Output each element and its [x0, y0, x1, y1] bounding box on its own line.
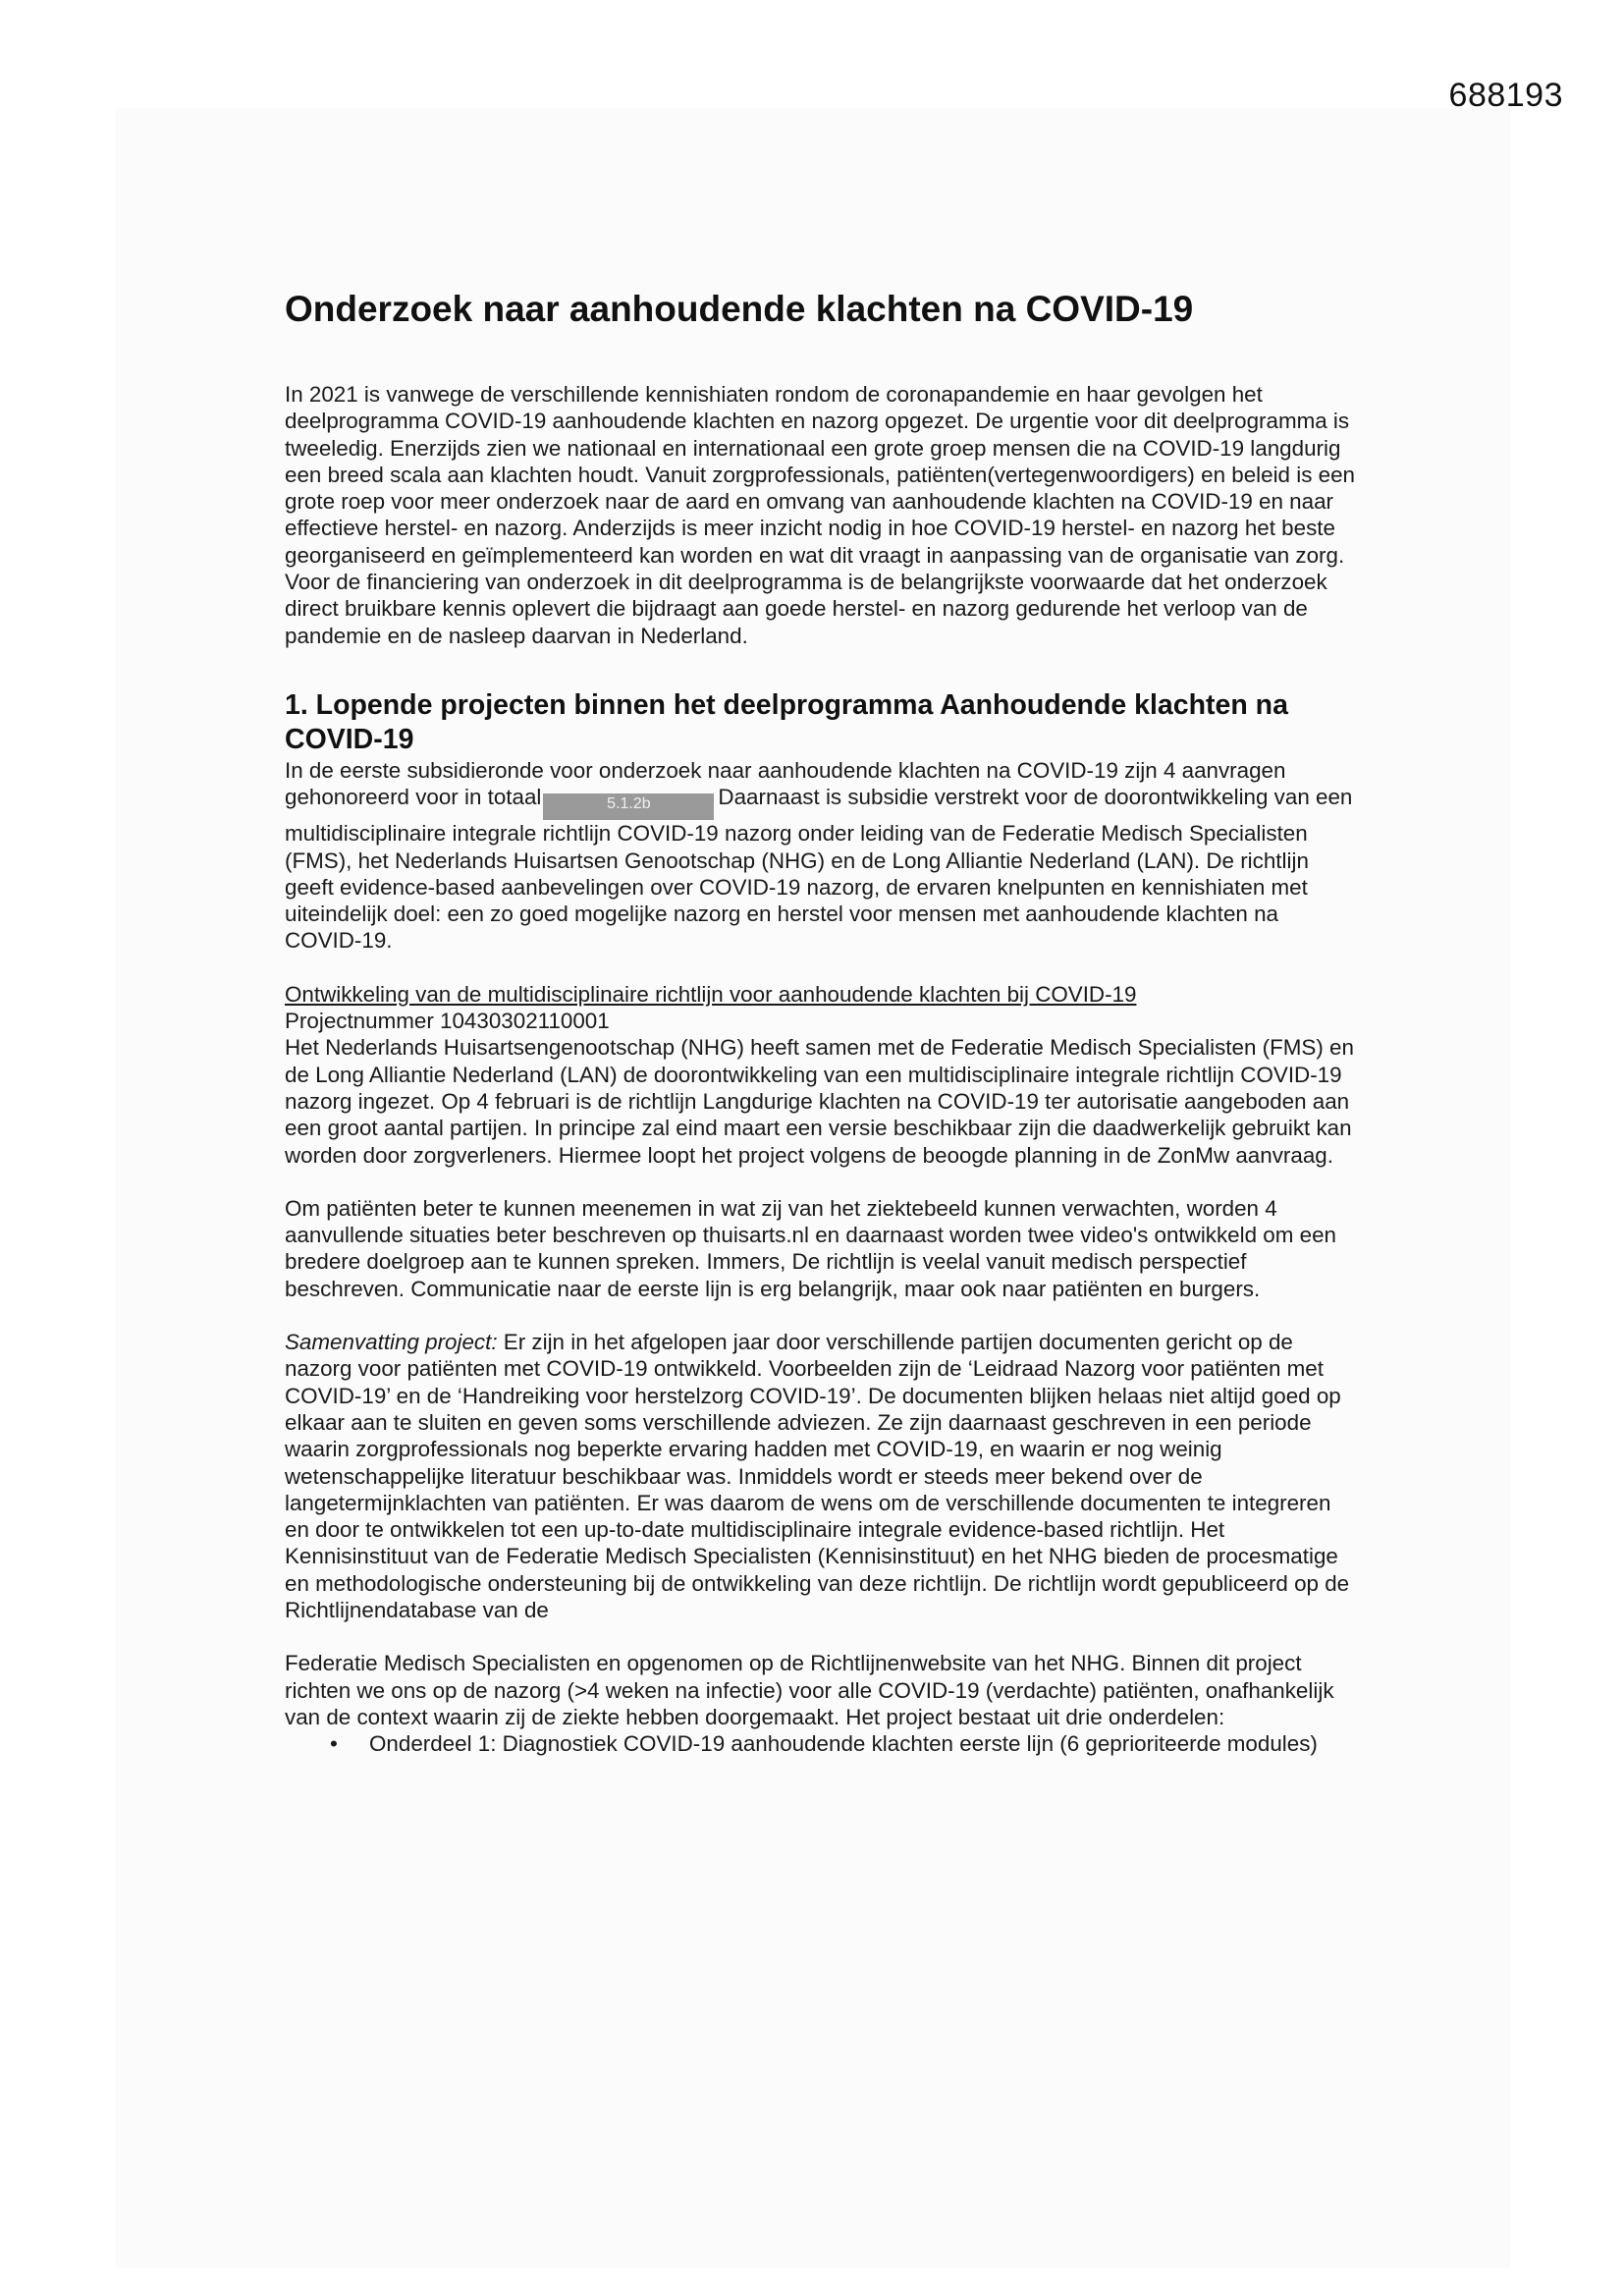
document-title: Onderzoek naar aanhoudende klachten na COVID-19 [285, 289, 1194, 329]
project-continued-paragraph: Federatie Medisch Specialisten en opgenomen op de Richtlijnenwebsite van het NHG. Binnen dit project richten we ons op de nazorg (>4 weken na infectie) voor alle COVID-19 (verdachte) patiënten, onafhankelijk van de context waarin zij de ziekte hebben doorgemaakt. Het project bestaat uit drie onderdelen: [285, 1651, 1334, 1729]
list-item-text: Onderdeel 1: Diagnostiek COVID-19 aanhoudende klachten eerste lijn (6 geprioriteerde modules) [369, 1731, 1318, 1757]
project-paragraph-1: Het Nederlands Huisartsengenootschap (NHG) heeft samen met de Federatie Medisch Specialisten (FMS) en de Long Alliantie Nederland (LAN) de doorontwikkeling van een multidisciplinaire integrale richtlijn COVID-19 nazorg ingezet. Op 4 februari is de richtlijn Langdurige klachten na COVID-19 ter autorisatie aangeboden aan een groot aantal partijen. In principe zal eind maart een versie beschikbaar zijn die daadwerkelijk gebruikt kan worden door zorgverleners. Hiermee loopt het project volgens de beoogde planning in de ZonMw aanvraag. [285, 1035, 1354, 1168]
summary-label: Samenvatting project: [285, 1330, 498, 1355]
redaction-box: 5.1.2b [543, 793, 714, 820]
section-heading: 1. Lopende projecten binnen het deelprogramma Aanhoudende klachten na COVID-19 [285, 688, 1288, 755]
document-number: 688193 [1448, 77, 1563, 114]
project-title: Ontwikkeling van de multidisciplinaire richtlijn voor aanhoudende klachten bij COVID-19 [285, 981, 1137, 1007]
project-number: Projectnummer 10430302110001 [285, 1009, 610, 1034]
section-intro-text-end: Daarnaast is subsidie verstrekt voor de doorontwikkeling van een multidisciplinaire integrale richtlijn COVID-19 nazorg onder leiding van de Federatie Medisch Specialisten (FMS), het Nederlands Huisartsen Genootschap (NHG) en de Long Alliantie Nederland (LAN). De richtlijn geeft evidence-based aanbevelingen over COVID-19 nazorg, de ervaren knelpunten en kennishiaten met uiteindelijk doel: een zo goed mogelijke nazorg en herstel voor mensen met aanhoudende klachten na COVID-19. [285, 785, 1353, 954]
project-parts-list [285, 1730, 1355, 1757]
section-intro-text-start: In de eerste subsidieronde voor onderzoek naar aanhoudende klachten na COVID-19 zijn 4 aanvragen gehonoreerd voor in totaal [285, 757, 1286, 810]
spacer [285, 649, 1355, 688]
spacer [285, 1302, 1355, 1329]
spacer [285, 955, 1355, 981]
spacer [285, 1623, 1355, 1650]
bullet-icon: • [330, 1731, 338, 1757]
spacer [285, 1169, 1355, 1195]
project-paragraph-2: Om patiënten beter te kunnen meenemen in wat zij van het ziektebeeld kunnen verwachten, worden 4 aanvullende situaties beter beschreven op thuisarts.nl en daarnaast worden twee video's ontwikkeld om een bredere doelgroep aan te kunnen spreken. Immers, De richtlijn is veelal vanuit medisch perspectief beschreven. Communicatie naar de eerste lijn is erg belangrijk, maar ook naar patiënten en burgers. [285, 1195, 1336, 1301]
intro-paragraph: In 2021 is vanwege de verschillende kennishiaten rondom de coronapandemie en haar gevolgen het deelprogramma COVID-19 aanhoudende klachten en nazorg opgezet. De urgentie voor dit deelprogramma is tweeledig. Enerzijds zien we nationaal en internationaal een grote groep mensen die na COVID-19 langdurig een breed scala aan klachten houdt. Vanuit zorgprofessionals, patiënten(vertegenwoordigers) en beleid is een grote roep voor meer onderzoek naar de aard en omvang van aanhoudende klachten na COVID-19 en naar effectieve herstel- en nazorg. Anderzijds is meer inzicht nodig in hoe COVID-19 herstel- en nazorg het beste georganiseerd en geïmplementeerd kan worden en wat dit vraagt in aanpassing van de organisatie van zorg. Voor de financiering van onderzoek in dit deelprogramma is de belangrijkste voorwaarde dat het onderzoek direct bruikbare kennis oplevert die bijdraagt aan goede herstel- en nazorg gedurende het verloop van de pandemie en de nasleep daarvan in Nederland. [285, 382, 1355, 648]
project-summary [285, 1329, 1355, 1623]
summary-text: Er zijn in het afgelopen jaar door verschillende partijen documenten gericht op de nazorg voor patiënten met COVID-19 ontwikkeld. Voorbeelden zijn de ‘Leidraad Nazorg voor patiënten met COVID-19’ en de ‘Handreiking voor herstelzorg COVID-19’. De documenten blijken helaas niet altijd goed op elkaar aan te sluiten en geven soms verschillende adviezen. Ze zijn daarnaast geschreven in een periode waarin zorgprofessionals nog beperkte ervaring hadden met COVID-19, en waarin er nog weinig wetenschappelijke literatuur beschikbaar was. Inmiddels wordt er steeds meer bekend over de langetermijnklachten van patiënten. Er was daarom de wens om de verschillende documenten te integreren en door te ontwikkelen tot een up-to-date multidisciplinaire integrale evidence-based richtlijn. Het Kennisinstituut van de Federatie Medisch Specialisten (Kennisinstituut) en het NHG bieden de procesmatige en methodologische ondersteuning bij de ontwikkeling van deze richtlijn. De richtlijn wordt gepubliceerd op de Richtlijnendatabase van de [285, 1330, 1350, 1622]
section-intro-paragraph [285, 757, 1355, 955]
document-body [285, 287, 1355, 1757]
list-item [285, 1730, 1355, 1757]
